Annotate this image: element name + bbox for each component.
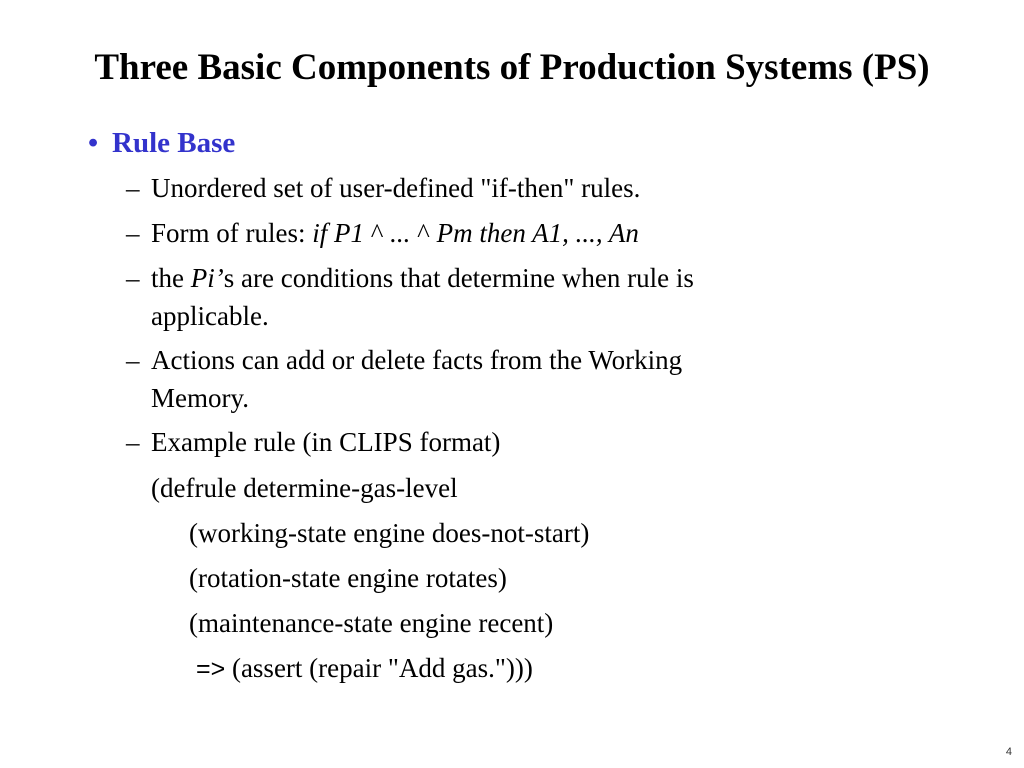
item-form-prefix: Form of rules: — [151, 218, 313, 248]
item-actions-line2: Memory. — [151, 383, 249, 413]
dash-marker: – — [126, 427, 140, 457]
item-pi — [126, 260, 886, 296]
item-form-caret-1: ^ — [364, 218, 391, 248]
page-number: 4 — [1005, 746, 1012, 758]
bullet-rule-base — [88, 124, 235, 162]
item-form-formula-b: ... — [390, 218, 411, 248]
bullet-marker: • — [88, 127, 99, 159]
code-assert — [196, 650, 533, 687]
item-form-formula-a: if P1 — [312, 218, 364, 248]
item-unordered-text: Unordered set of user-defined "if-then" rules. — [151, 173, 641, 203]
code-defrule: (defrule determine-gas-level — [151, 473, 458, 503]
item-unordered — [126, 170, 886, 206]
item-example — [126, 424, 886, 460]
code-rotation-state: (rotation-state engine rotates) — [189, 563, 507, 593]
item-pi-italic: Pi’ — [190, 263, 224, 293]
item-actions-line1: Actions can add or delete facts from the Working — [151, 345, 683, 375]
item-example-text: Example rule (in CLIPS format) — [151, 427, 501, 457]
implies-arrow: => — [196, 655, 226, 683]
dash-marker: – — [126, 173, 140, 203]
code-working-state: (working-state engine does-not-start) — [189, 518, 590, 548]
item-form-caret-2: ^ — [410, 218, 437, 248]
item-pi-prefix: the — [151, 263, 191, 293]
code-maintenance-state: (maintenance-state engine recent) — [189, 608, 554, 638]
slide-title: Three Basic Components of Production Systems (PS) — [94, 47, 930, 88]
item-pi-line1: s are conditions that determine when rule is — [223, 263, 694, 293]
item-form-formula-c: Pm then A1, ..., An — [436, 218, 639, 248]
item-pi-line2: applicable. — [151, 301, 269, 331]
code-assert-text: (assert (repair "Add gas."))) — [225, 653, 533, 683]
dash-marker: – — [126, 345, 140, 375]
bullet-label: Rule Base — [112, 127, 236, 159]
dash-marker: – — [126, 263, 140, 293]
dash-marker: – — [126, 218, 140, 248]
item-form — [126, 215, 886, 251]
item-actions — [126, 342, 886, 378]
